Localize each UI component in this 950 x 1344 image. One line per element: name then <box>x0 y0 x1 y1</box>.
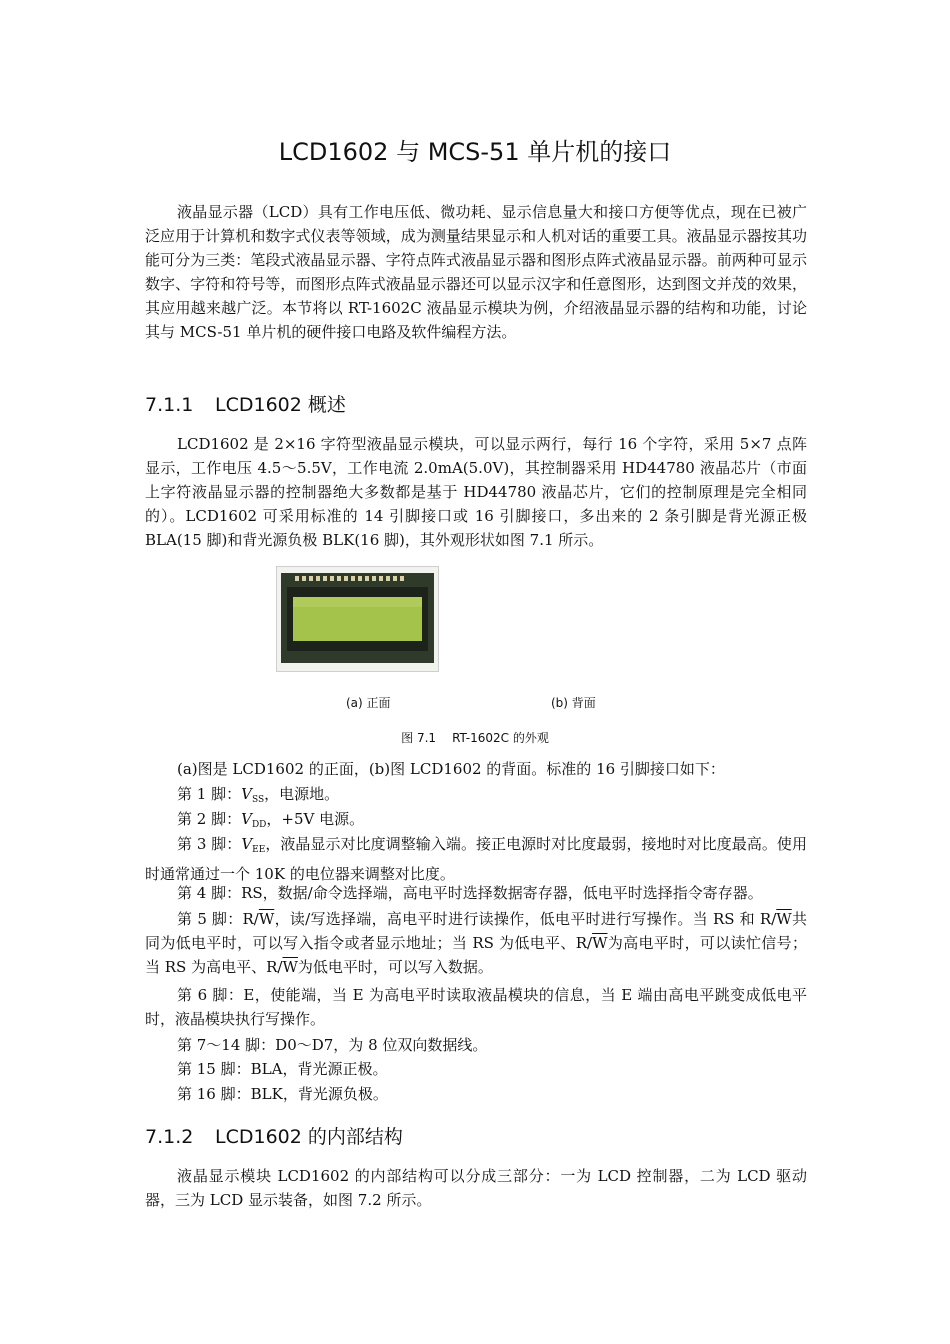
section-number: 7.1.1 <box>145 394 194 416</box>
figure-caption-back: (b) 背面 <box>551 696 596 710</box>
section-title: LCD1602 的内部结构 <box>215 1126 403 1148</box>
pin-5-item: 第 5 脚：$R/\overline{W}$，读/写选择端，高电平时进行读操作，低电平时进行写操作。当 RS 和 $R/\overline{W}$共同为低电平时，可以写入指令或者显示地址；当 RS 为低电平、$R/\overline{W}$为高电平时，可以读忙信号；当 RS 为高电平、$R/\overline{W}$为低电平时，可以写入数据。 <box>145 910 807 976</box>
figure-caption-front: (a) 正面 <box>346 696 391 710</box>
pin-16-item: 第 16 脚：BLK，背光源负极。 <box>177 1085 388 1103</box>
pin-7-14-item: 第 7～14 脚：D0～D7，为 8 位双向数据线。 <box>177 1036 488 1054</box>
lcd-module-image <box>277 567 438 671</box>
lcd-screen-glare <box>293 597 422 607</box>
lcd-front-photo <box>276 566 439 672</box>
pin-1-item: 第 1 脚：$V_{SS}$，电源地。 <box>177 785 340 805</box>
intro-paragraph: 液晶显示器（LCD）具有工作电压低、微功耗、显示信息量大和接口方便等优点，现在已被广泛应用于计算机和数字式仪表等领域，成为测量结果显示和人机对话的重要工具。液晶显示器按其功能可分为三类：笔段式液晶显示器、字符点阵式液晶显示器和图形点阵式液晶显示器。前两种可显示数字、字符和符号等，而图形点阵式液晶显示器还可以显示汉字和任意图形，达到图文并茂的效果，其应用越来越广泛。本节将以 RT-1602C 液晶显示模块为例，介绍液晶显示器的结构和功能，讨论其与 MCS-51 单片机的硬件接口电路及软件编程方法。 <box>145 203 807 341</box>
section-heading-7-1-1 <box>145 390 346 417</box>
pin-2-item: 第 2 脚：$V_{DD}$，+5V 电源。 <box>177 810 365 830</box>
structure-paragraph: 液晶显示模块 LCD1602 的内部结构可以分成三部分：一为 LCD 控制器，二为 LCD 驱动器，三为 LCD 显示装备，如图 7.2 所示。 <box>145 1167 807 1209</box>
figure-number: 图 7.1 <box>401 731 437 745</box>
front-back-paragraph: (a)图是 LCD1602 的正面，(b)图 LCD1602 的背面。标准的 16 引脚接口如下： <box>177 760 725 778</box>
pin-3-item: 第 3 脚：$V_{EE}$，液晶显示对比度调整输入端。接正电源时对比度最弱，接地时对比度最高。使用时通常通过一个 10K 的电位器来调整对比度。 <box>145 835 807 883</box>
pin-15-item: 第 15 脚：BLA，背光源正极。 <box>177 1060 388 1078</box>
figure-caption <box>0 729 950 746</box>
pin-4-item: 第 4 脚：RS，数据/命令选择端，高电平时选择数据寄存器，低电平时选择指令寄存器。 <box>177 884 763 902</box>
pin-6-item: 第 6 脚：E，使能端，当 E 为高电平时读取液晶模块的信息，当 E 端由高电平跳变成低电平时，液晶模块执行写操作。 <box>145 986 807 1028</box>
section-title: LCD1602 概述 <box>215 394 346 416</box>
section-heading-7-1-2 <box>145 1122 403 1149</box>
overview-paragraph: LCD1602 是 2×16 字符型液晶显示模块，可以显示两行，每行 16 个字符，采用 5×7 点阵显示，工作电压 4.5～5.5V，工作电流 2.0mA(5.0V)，其控制器采用 HD44780 液晶芯片（市面上字符液晶显示器的控制器绝大多数都是基于 HD44780 液晶芯片，它们的控制原理是完全相同的）。LCD1602 可采用标准的 14 引脚接口或 16 引脚接口，多出来的 2 条引脚是背光源正极 BLA(15 脚)和背光源负极 BLK(16 脚)，其外观形状如图 7.1 所示。 <box>145 435 807 549</box>
page-title: LCD1602 与 MCS-51 单片机的接口 <box>278 138 672 166</box>
figure-title: RT-1602C 的外观 <box>452 731 549 745</box>
section-number: 7.1.2 <box>145 1126 194 1148</box>
